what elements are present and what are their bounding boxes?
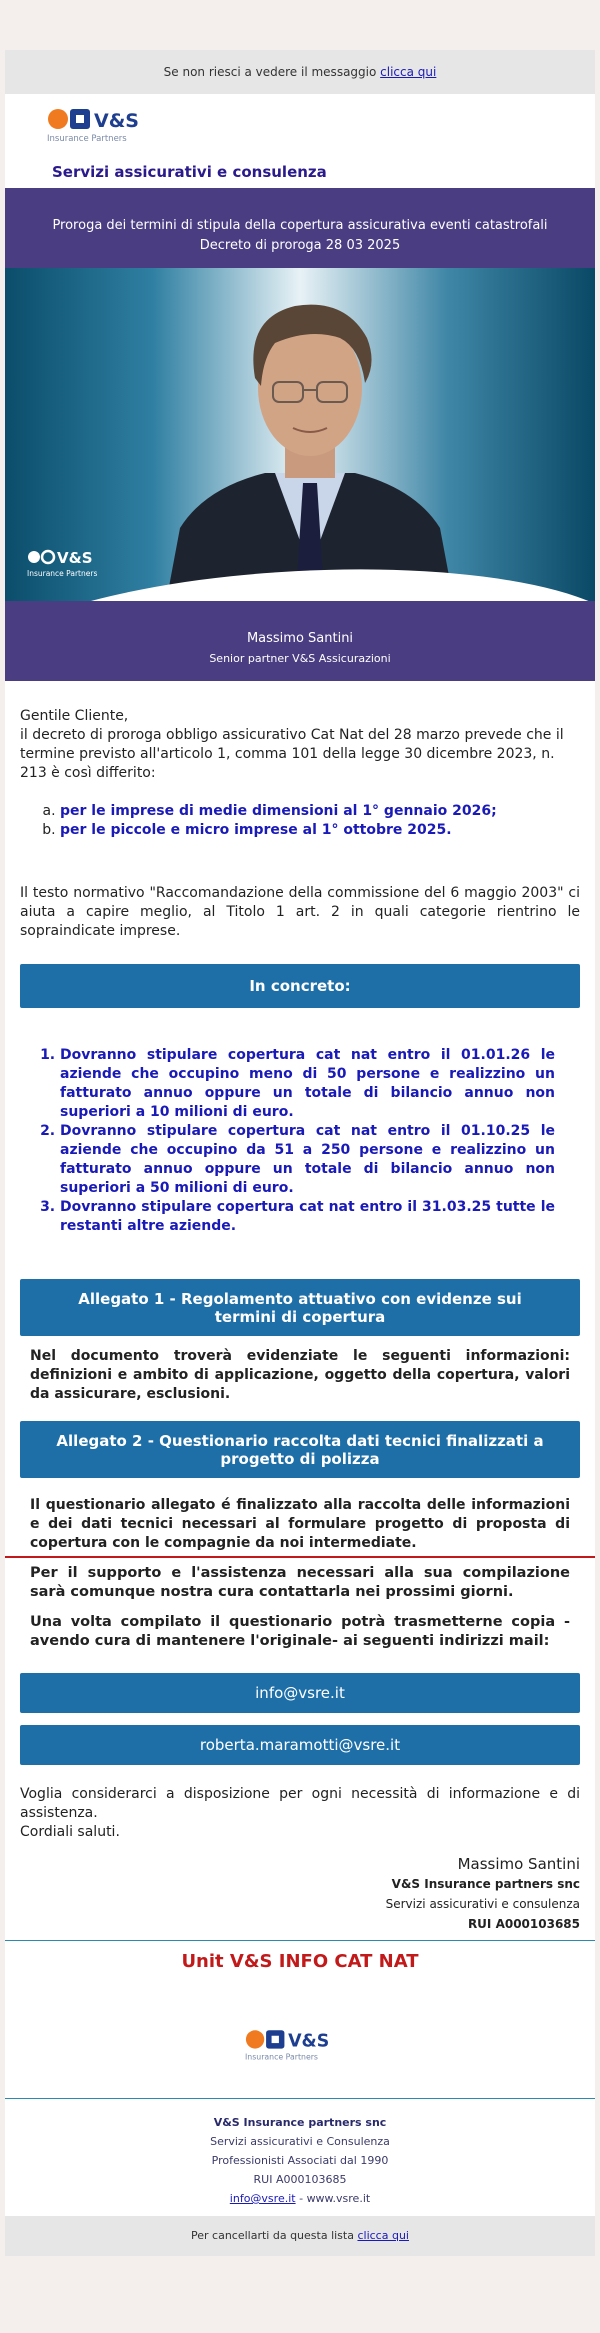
footer-logo-subtitle: Insurance Partners xyxy=(245,2052,318,2062)
footer-logo xyxy=(245,2022,355,2066)
deadline-item: b. per le piccole e micro imprese al 1° ottobre 2025. xyxy=(60,821,580,840)
signature-name: Massimo Santini xyxy=(457,1855,580,1873)
view-online-link[interactable]: clicca qui xyxy=(380,65,437,79)
signature-company: V&S Insurance partners snc xyxy=(391,1877,580,1891)
support-text: Per il supporto e l'assistenza necessari alla sua compilazione sarà comunque nostra cura contattarla nei prossimi giorni. xyxy=(30,1565,570,1600)
deadline-item: a. per le imprese di medie dimensioni al 1° gennaio 2026; xyxy=(60,802,580,821)
allegato1-text: Nel documento troverà evidenziate le seguenti informazioni: definizioni e ambito di applicazione, oggetto della copertura, valori da assicurare, esclusioni. xyxy=(30,1348,570,1402)
send-text: Una volta compilato il questionario potrà trasmetterne copia - avendo cura di mantenere l'originale- ai seguenti indirizzi mail: xyxy=(30,1614,570,1649)
footer-line-3: RUI A000103685 xyxy=(253,2173,347,2186)
footer-web[interactable]: www.vsre.it xyxy=(306,2192,371,2205)
hero-image xyxy=(5,268,595,601)
deadline-list xyxy=(20,802,580,840)
footer-line-1: Servizi assicurativi e Consulenza xyxy=(210,2135,390,2148)
author-block xyxy=(5,601,595,681)
email-container xyxy=(5,50,595,2240)
author-role: Senior partner V&S Assicurazioni xyxy=(209,652,391,665)
unsubscribe-link[interactable]: clicca qui xyxy=(357,2229,409,2242)
signature-rui: RUI A000103685 xyxy=(467,1917,580,1931)
footer xyxy=(5,2113,595,2208)
support-section xyxy=(5,1558,595,1934)
footer-company: V&S Insurance partners snc xyxy=(213,2116,387,2129)
closing-salute: Cordiali saluti. xyxy=(20,1824,120,1840)
closing-text: Voglia considerarci a disposizione per ogni necessità di informazione e di assistenza. xyxy=(20,1786,580,1821)
footer-logo-wordmark: V&S xyxy=(288,2031,330,2052)
intro-text: il decreto di proroga obbligo assicurativo Cat Nat del 28 marzo prevede che il termine previsto all'articolo 1, comma 101 della legge 30 dicembre 2023, n. 213 è così differito: xyxy=(20,727,564,781)
header-logo-row xyxy=(5,94,595,156)
vs-logo xyxy=(47,102,167,146)
hero-logo-text: V&S xyxy=(57,549,93,567)
view-online-bar xyxy=(5,50,595,94)
concreto-item: 3. Dovranno stipulare copertura cat nat entro il 31.03.25 tutte le restanti altre aziende. xyxy=(60,1198,555,1236)
in-concreto-header: In concreto: xyxy=(20,964,580,1008)
footer-contacts xyxy=(5,2189,595,2208)
allegato2-text: Il questionario allegato é finalizzato alla raccolta delle informazioni e dei dati tecnici necessari al formulare progetto di proposta di copertura con le compagnie da noi intermediate. xyxy=(30,1497,570,1551)
concreto-item: 1. Dovranno stipulare copertura cat nat entro il 01.01.26 le aziende che occupino meno di 50 persone e realizzino un fatturato annuo oppure un totale di bilancio annuo non superiori a 10 milioni di euro. xyxy=(60,1046,555,1122)
logo-subtitle: Insurance Partners xyxy=(47,134,127,144)
hero-logo xyxy=(27,546,117,580)
allegato1-link[interactable]: Allegato 1 - Regolamento attuativo con evidenze sui termini di copertura xyxy=(20,1279,580,1336)
signature-block xyxy=(20,1854,580,1934)
banner-title: Proroga dei termini di stipula della copertura assicurativa eventi catastrofali Decreto di proroga 28 03 2025 xyxy=(5,188,595,268)
author-name: Massimo Santini xyxy=(246,631,354,646)
norm-text: Il testo normativo "Raccomandazione della commissione del 6 maggio 2003" ci aiuta a capire meglio, al Titolo 1 art. 2 in quali categorie rientrino le sopraindicate imprese. xyxy=(20,885,580,939)
unit-title: Unit V&S INFO CAT NAT xyxy=(181,1951,419,1972)
email-button-roberta[interactable]: roberta.maramotti@vsre.it xyxy=(20,1725,580,1765)
footer-email-link[interactable]: info@vsre.it xyxy=(229,2192,296,2205)
allegato2-link[interactable]: Allegato 2 - Questionario raccolta dati tecnici finalizzati a progetto di polizza xyxy=(20,1421,580,1478)
logo-wordmark: V&S xyxy=(94,110,139,132)
footer-sep: - xyxy=(295,2192,307,2205)
brand-tagline: Servizi assicurativi e consulenza xyxy=(52,163,327,181)
portrait-image xyxy=(145,278,475,601)
concreto-item: 2. Dovranno stipulare copertura cat nat entro il 01.10.25 le aziende che occupino da 51 a 250 persone e realizzino un fatturato annuo oppure un totale di bilancio annuo non superiori a 50 milioni di euro. xyxy=(60,1122,555,1198)
main-content xyxy=(5,681,595,1553)
email-button-info[interactable]: info@vsre.it xyxy=(20,1673,580,1713)
concreto-list xyxy=(20,1046,580,1236)
signature-line: Servizi assicurativi e consulenza xyxy=(385,1897,580,1911)
unsubscribe-text: Per cancellarti da questa lista xyxy=(191,2229,354,2242)
footer-line-2: Professionisti Associati dal 1990 xyxy=(211,2154,389,2167)
hero-logo-sub: Insurance Partners xyxy=(27,569,98,578)
greeting: Gentile Cliente, xyxy=(20,708,129,724)
footer-logo-wrap xyxy=(5,2022,595,2070)
unsubscribe-bar xyxy=(5,2216,595,2256)
view-online-text: Se non riesci a vedere il messaggio xyxy=(163,65,377,79)
